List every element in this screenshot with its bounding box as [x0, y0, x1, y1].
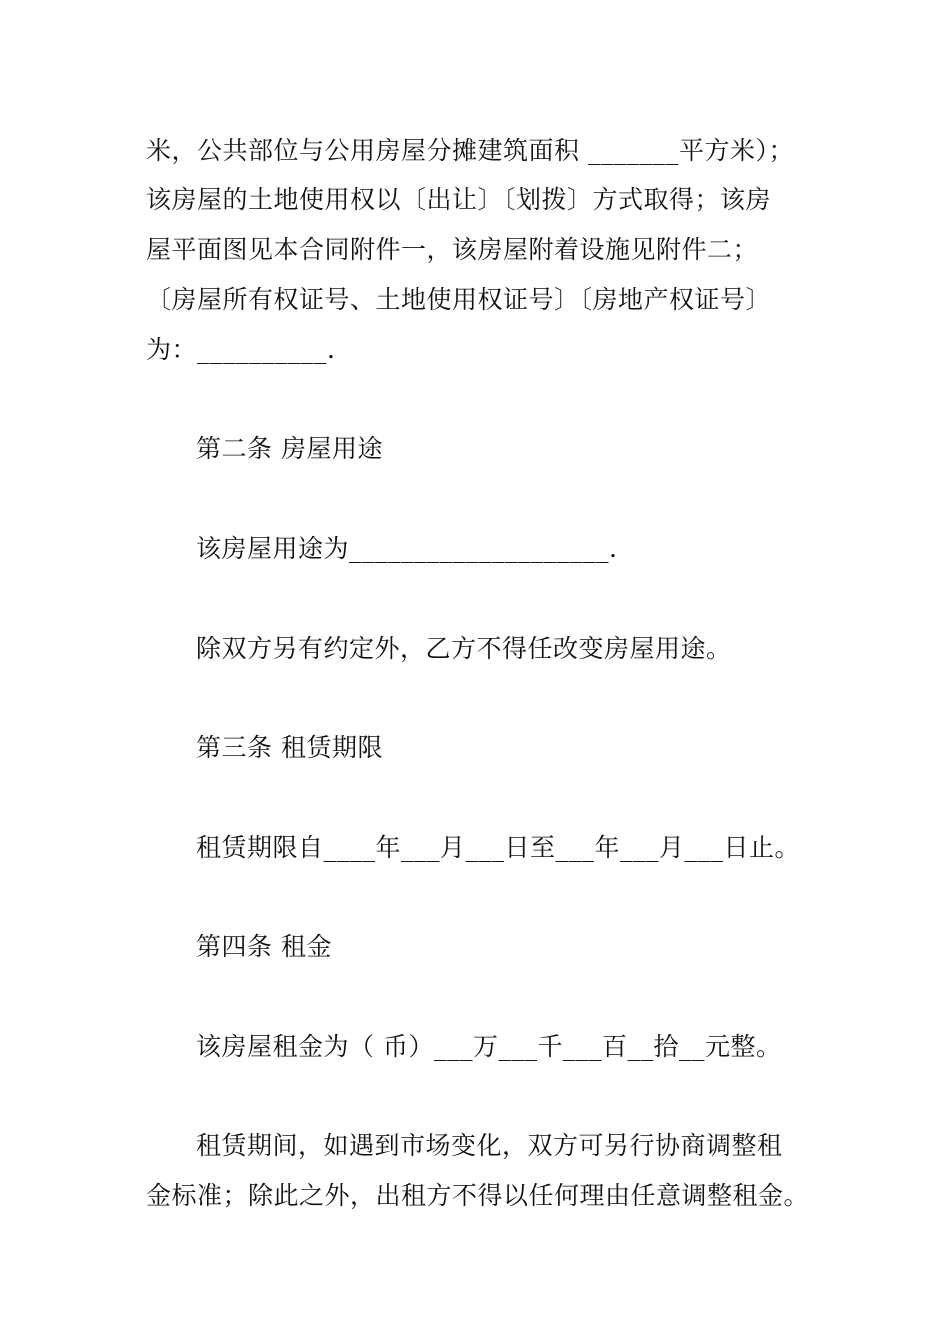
rent-adjust-line-1: 租赁期间，如遇到市场变化，双方可另行协商调整租: [196, 1131, 783, 1160]
paragraph-line: 为：__________.: [146, 335, 336, 364]
article-2-heading: 第二条 房屋用途: [196, 434, 383, 463]
rent-adjust-line-2: 金标准；除此之外，出租方不得以任何理由任意调整租金。: [146, 1181, 810, 1210]
article-3-heading: 第三条 租赁期限: [196, 733, 383, 762]
paragraph-line: 屋平面图见本合同附件一，该房屋附着设施见附件二；: [146, 235, 759, 264]
paragraph-line: 米，公共部位与公用房屋分摊建筑面积 _______平方米）；: [146, 136, 794, 165]
paragraph-line: 该房屋的土地使用权以〔出让〕〔划拨〕方式取得；该房: [146, 185, 772, 214]
lease-term-line: 租赁期限自____年___月___日至___年___月___日止。: [196, 833, 801, 862]
rent-amount-line: 该房屋租金为（ 币）___万___千___百__拾__元整。: [196, 1032, 782, 1061]
house-use-line: 该房屋用途为____________________.: [196, 534, 618, 563]
use-restriction-line: 除双方另有约定外，乙方不得任改变房屋用途。: [196, 634, 732, 663]
paragraph-line: 〔房屋所有权证号、土地使用权证号〕〔房地产权证号〕: [146, 285, 772, 314]
article-4-heading: 第四条 租金: [196, 932, 332, 961]
